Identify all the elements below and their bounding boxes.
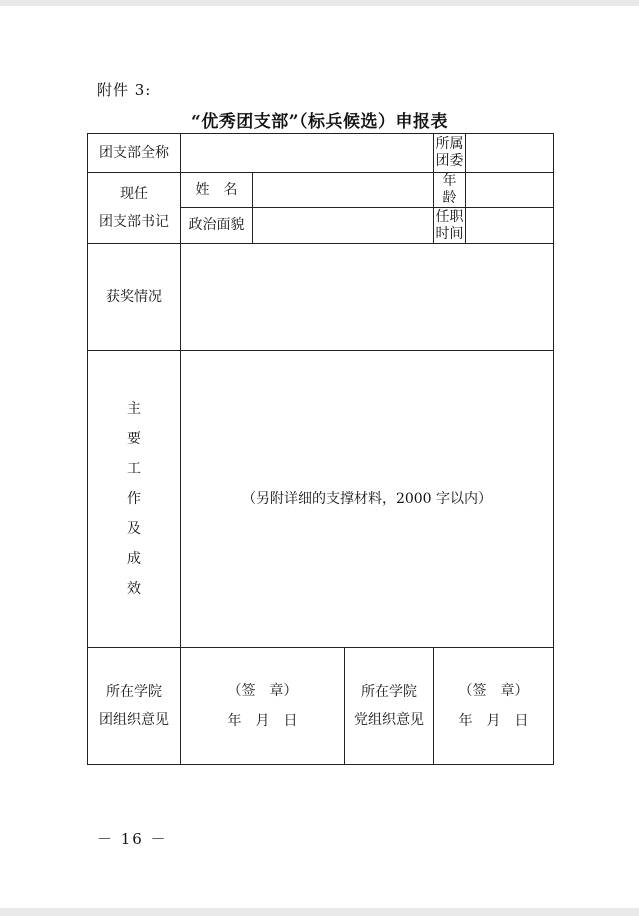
table-row bbox=[88, 648, 554, 765]
attachment-label: 附件 3: bbox=[97, 81, 152, 99]
branch-name-label: 团支部全称 bbox=[88, 134, 181, 173]
page-number: － 16 － bbox=[97, 830, 168, 848]
secretary-label-line1: 现任 bbox=[120, 186, 148, 202]
awards-label: 获奖情况 bbox=[88, 244, 181, 351]
league-opinion-label bbox=[88, 648, 181, 765]
document-page bbox=[0, 6, 639, 908]
political-status-label: 政治面貌 bbox=[181, 208, 253, 244]
committee-label: 所属团委 bbox=[434, 134, 466, 173]
league-seal-label: （签 章） bbox=[227, 683, 298, 699]
party-opinion-label bbox=[345, 648, 434, 765]
committee-field[interactable] bbox=[466, 134, 554, 173]
awards-field[interactable] bbox=[181, 244, 554, 351]
main-work-char: 成 bbox=[127, 551, 141, 567]
main-work-char: 要 bbox=[127, 431, 141, 447]
table-row bbox=[88, 173, 554, 208]
application-form-table bbox=[87, 133, 554, 765]
political-status-field[interactable] bbox=[253, 208, 434, 244]
secretary-label bbox=[88, 173, 181, 244]
main-work-char: 工 bbox=[127, 461, 141, 477]
main-work-char: 主 bbox=[127, 401, 141, 417]
league-opinion-line2: 团组织意见 bbox=[99, 712, 169, 728]
party-opinion-field[interactable] bbox=[434, 648, 554, 765]
name-label: 姓 名 bbox=[181, 173, 253, 208]
party-opinion-line1: 所在学院 bbox=[361, 684, 417, 700]
main-work-char: 及 bbox=[127, 521, 141, 537]
tenure-label: 任职时间 bbox=[435, 208, 464, 242]
league-opinion-field[interactable] bbox=[181, 648, 345, 765]
name-field[interactable] bbox=[253, 173, 434, 208]
age-field[interactable] bbox=[466, 173, 554, 208]
main-work-char: 作 bbox=[127, 491, 141, 507]
table-row bbox=[88, 244, 554, 351]
age-label: 年 龄 bbox=[434, 173, 466, 208]
table-row bbox=[88, 134, 554, 173]
main-work-char: 效 bbox=[127, 581, 141, 597]
secretary-label-line2: 团支部书记 bbox=[99, 214, 169, 230]
main-work-note: （另附详细的支撑材料，2000 字以内） bbox=[241, 490, 493, 507]
league-date-label: 年 月 日 bbox=[227, 713, 298, 729]
branch-name-field[interactable] bbox=[181, 134, 434, 173]
party-seal-label: （签 章） bbox=[458, 683, 529, 699]
party-opinion-line2: 党组织意见 bbox=[354, 712, 424, 728]
league-opinion-line1: 所在学院 bbox=[106, 684, 162, 700]
tenure-field[interactable] bbox=[466, 208, 554, 244]
main-work-label bbox=[88, 351, 181, 648]
party-date-label: 年 月 日 bbox=[458, 713, 529, 729]
main-work-field[interactable] bbox=[181, 351, 554, 648]
form-title: “优秀团支部”（标兵候选）申报表 bbox=[190, 112, 449, 132]
table-row bbox=[88, 351, 554, 648]
